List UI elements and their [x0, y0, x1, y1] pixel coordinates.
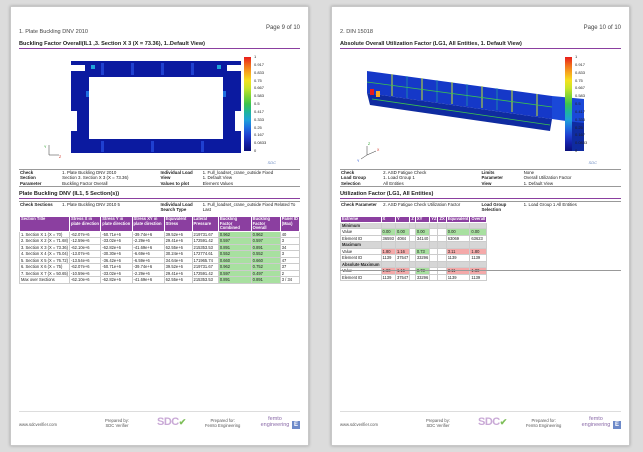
svg-text:X: X	[377, 148, 380, 152]
info-key: Section	[20, 175, 36, 181]
table-cell: 0.962	[218, 264, 251, 271]
page-footer	[19, 411, 300, 435]
table-cell: 33296	[416, 255, 429, 261]
legend-color-bar	[244, 57, 251, 151]
table-cell: 0.891	[251, 244, 280, 251]
color-legend	[565, 54, 595, 159]
table-cell: 3	[280, 251, 299, 258]
table-cell: 37547	[396, 274, 409, 280]
table-cell: -41.69e+6	[132, 244, 164, 251]
legend-tick-label: 0.25	[254, 124, 262, 130]
table-cell: -62.10e+6	[70, 277, 101, 284]
column-header: Buckling Factor Overall	[251, 217, 280, 232]
table-cell: 1.80	[381, 248, 395, 255]
legend-tick-label: 0.5	[575, 101, 581, 106]
table-cell: 171965.74	[192, 257, 218, 264]
color-legend	[244, 54, 274, 159]
legend-tick-label: 0.667	[575, 85, 586, 91]
table-cell: 40	[280, 231, 299, 238]
table-cell: -39.74e+6	[132, 264, 164, 271]
table-cell: 0.73	[415, 268, 429, 275]
table-cell: -10.59e+6	[70, 270, 101, 277]
table-cell: -13.54e+6	[70, 257, 101, 264]
table-cell: 1139	[381, 255, 395, 262]
prepared-by: Prepared by: SDC Verifier	[426, 418, 450, 428]
table-cell: 0.497	[251, 270, 280, 277]
table-cell: 47	[280, 257, 299, 264]
table-cell: -41.69e+6	[132, 277, 164, 284]
document-title: 2. DIN 15018	[340, 29, 373, 35]
table-cell	[430, 274, 438, 281]
table-cell: 0.752	[251, 264, 280, 271]
info-value: 1. Default View	[202, 175, 233, 181]
table-cell: 30.24e+6	[164, 251, 192, 258]
check-info	[340, 169, 621, 187]
table-cell: 4084	[395, 235, 409, 242]
info-value: 1. Full_loadset_crane_outside Fixed	[202, 170, 274, 175]
table-cell: Value	[341, 229, 382, 236]
legend-tick-label: 0	[575, 148, 578, 153]
table-cell: 0.00	[415, 229, 429, 236]
info-value: 2. ASD Fatigue Check Utilization Factor	[383, 202, 461, 207]
column-header: Buckling Factor Combined	[218, 217, 251, 232]
table-cell: 0.962	[218, 231, 251, 238]
prepared-by: Prepared by: SDC Verifier	[105, 418, 129, 428]
table-cell: Minimum	[341, 222, 382, 229]
table-cell: 3	[280, 238, 299, 245]
table-cell: 0.891	[218, 277, 251, 284]
table-cell: 2	[280, 270, 299, 277]
column-header: Stress Y in plate direction	[101, 217, 132, 232]
info-value: Section 3. Section X 3 (X = 73.36)	[62, 175, 129, 181]
column-header: YZ	[431, 216, 437, 221]
legend-tick-label: 0.583	[575, 93, 586, 99]
legend-tick-label: 0.75	[254, 77, 262, 83]
legend-tick-label: 0.417	[254, 108, 265, 114]
table-cell: 37	[280, 264, 299, 271]
column-header: Section Title	[20, 217, 70, 232]
legend-tick-label: 0.0833	[575, 140, 588, 146]
check-info	[19, 169, 300, 187]
results-table	[19, 216, 300, 284]
table-cell: Maximum	[341, 242, 382, 249]
table-cell: 0.73	[415, 248, 429, 255]
info-value: None	[523, 170, 535, 175]
table-cell: 0.962	[251, 231, 280, 238]
brand-tag: SDC	[267, 160, 276, 165]
table-cell: 0.00	[446, 229, 470, 236]
info-key: Parameter	[20, 180, 42, 186]
footer-url[interactable]: www.sdcverifier.com	[340, 422, 378, 427]
table-cell: 0.660	[218, 257, 251, 264]
sdc-logo: SDC✔	[157, 416, 186, 428]
info-key: Individual Load	[160, 170, 193, 175]
table-cell: 0.597	[218, 238, 251, 245]
table-cell: 1.80	[381, 268, 395, 275]
table-cell: 0.00	[395, 229, 409, 236]
column-header: XY	[415, 217, 429, 223]
table-cell: 3 / 34	[280, 277, 299, 284]
table-cell: 0.660	[251, 257, 280, 264]
column-header: Extreme	[341, 217, 382, 223]
column-header: X	[381, 217, 395, 223]
legend-tick-label: 0.583	[254, 93, 265, 99]
legend-tick-label: 0.333	[575, 116, 586, 122]
table-cell: 37547	[396, 255, 409, 261]
table-cell: -2.29e+6	[132, 270, 164, 277]
table-cell: 33296	[416, 274, 429, 280]
table-cell: 1139	[470, 255, 487, 262]
table-cell: -30.30e+6	[101, 251, 132, 258]
legend-tick-label: 0.667	[254, 85, 265, 91]
column-header: Y	[395, 217, 409, 223]
table-cell: 1.80	[470, 248, 487, 255]
table-cell: 215353.53	[192, 277, 218, 284]
info-value: 1. Plate Buckling DNV 2010 5	[62, 202, 120, 207]
info-key: Load Group Selection	[481, 202, 507, 213]
info-key: Selection	[341, 180, 361, 186]
page-number: Page 10 of 10	[583, 25, 621, 31]
table-cell: -62.82e+6	[101, 244, 132, 251]
info-value: 1. Load Group 1 All Entities	[523, 202, 577, 207]
table-cell: 34.64e+6	[164, 257, 192, 264]
table-cell: 172591.42	[192, 238, 218, 245]
table-cell: -62.07e+6	[70, 231, 101, 238]
info-row	[340, 181, 621, 186]
table-cell: 7. Section X 7 (X = 50.65)	[21, 270, 68, 276]
table-cell: -62.82e+6	[101, 277, 132, 284]
page-footer	[340, 411, 621, 435]
table-divider	[340, 270, 621, 271]
report-page-10	[331, 6, 630, 446]
femto-logo: femto engineering E	[260, 416, 298, 428]
table-cell: 4. Section X 4 (X = 75.04)	[21, 251, 68, 257]
column-header: Equivalent Stress	[164, 217, 192, 232]
prepared-for: Prepared for: Femto Engineering	[526, 418, 562, 428]
table-cell: 219731.67	[192, 231, 218, 238]
info-value: 1. Full_loadset_crane_outside Fixed Related To Last	[202, 202, 296, 213]
table-cell: -62.10e+6	[70, 244, 101, 251]
table-cell: -13.07e+6	[70, 251, 101, 258]
table-cell: 1139	[446, 255, 470, 262]
info-value: 1. Default View	[523, 180, 554, 186]
info-key: View	[160, 175, 171, 181]
table-cell	[438, 274, 446, 281]
table-cell: 34140	[416, 235, 429, 241]
table-cell: 0.597	[218, 270, 251, 277]
legend-tick-label: 0.917	[575, 61, 586, 67]
legend-tick-label: 0.917	[254, 61, 265, 67]
table-cell: 1139	[446, 274, 470, 281]
info-key: Load Group	[341, 175, 366, 181]
table-cell: 1139	[470, 274, 487, 281]
table-row	[341, 274, 487, 281]
table-cell: 29.41e+6	[164, 270, 192, 277]
table-cell: 39.52e+6	[164, 231, 192, 238]
info-value: Overall Utilization Factor	[523, 175, 572, 181]
document-title: 1. Plate Buckling DNV 2010	[19, 29, 89, 35]
table-cell: 3. Section X 3 (X = 73.36)	[21, 244, 68, 250]
column-header: ZX	[439, 216, 445, 221]
legend-tick-label: 0.0833	[254, 140, 267, 146]
plot-image	[352, 51, 607, 165]
legend-tick-label: 1	[575, 54, 578, 59]
info-key: Parameter	[481, 175, 503, 181]
info-key: Values to plot	[160, 180, 190, 186]
svg-text:Z: Z	[368, 142, 371, 146]
table-cell: 36593	[382, 235, 394, 241]
table-cell: Absolute Maximum	[342, 261, 380, 267]
column-header: Stress X in plate direction	[70, 217, 101, 232]
table-cell: 1.16	[395, 268, 409, 275]
table-cell: 5. Section X 5 (X = 76.72)	[21, 257, 68, 263]
table-cell: Element ID	[341, 274, 382, 281]
legend-tick-label: 0.833	[575, 69, 586, 75]
table-cell: 215353.53	[192, 244, 218, 251]
table-cell: 63623	[470, 235, 487, 242]
table-cell: 1.80	[470, 268, 487, 275]
section-title-2: Utilization Factor (LG1, All Entities)	[340, 191, 621, 199]
table-cell: 39.52e+6	[164, 264, 192, 271]
column-header: Lateral Pressure	[192, 217, 218, 232]
table-cell: -50.71e+6	[101, 231, 132, 238]
column-header: Panel ID (Max)	[280, 217, 299, 232]
table-cell: 62.55e+6	[164, 277, 192, 284]
table-cell: -50.71e+6	[101, 264, 132, 271]
table-cell: 1.16	[395, 248, 409, 255]
table-cell: -62.07e+6	[70, 264, 101, 271]
column-header: Stress XY in plate direction	[132, 217, 164, 232]
info-key: View	[481, 180, 492, 186]
table-cell: 0.891	[218, 244, 251, 251]
table-cell: -36.42e+6	[101, 257, 132, 264]
table-cell: 0.00	[381, 229, 395, 236]
info-key: Individual Load Search Type	[160, 202, 193, 213]
section-title: Absolute Overall Utilization Factor (LG1, All Entities, 1. Default View)	[340, 41, 621, 49]
footer-url[interactable]: www.sdcverifier.com	[19, 422, 57, 427]
table-cell: -39.74e+6	[132, 231, 164, 238]
table-cell: 0.00	[470, 229, 487, 236]
info-key: Check Parameter	[341, 202, 377, 207]
info-value: 2. ASD Fatigue Check	[383, 170, 427, 175]
info-key: Check	[341, 170, 355, 175]
table-cell: -6.69e+6	[132, 251, 164, 258]
info-value: 1. Plate Buckling DNV 2010	[62, 170, 117, 175]
info-key: Check	[20, 170, 34, 175]
table-cell: 62.55e+6	[164, 244, 192, 251]
column-header: Overall	[471, 216, 486, 221]
legend-tick-label: 0	[254, 148, 257, 153]
legend-tick-label: 1	[254, 54, 257, 59]
plot-image	[31, 51, 286, 165]
table-cell: 3.11	[446, 268, 470, 275]
table-header-row	[20, 217, 300, 232]
info-value: Buckling Factor Overall	[62, 180, 108, 186]
legend-tick-label: 0.167	[575, 132, 586, 138]
svg-text:Z: Z	[59, 155, 62, 159]
legend-tick-label: 0.333	[254, 116, 265, 122]
table-cell: 3.11	[446, 248, 470, 255]
section-title-2: Plate Buckling DNV (IL1, 5 Section(s))	[19, 191, 300, 199]
table-cell: -2.29e+6	[132, 238, 164, 245]
results-table	[340, 216, 487, 281]
info-key: Check Sections	[20, 202, 53, 207]
info-row	[340, 202, 621, 213]
table-cell: 1139	[381, 274, 395, 281]
info-row	[19, 202, 300, 213]
table-cell: -6.59e+6	[132, 257, 164, 264]
svg-text:Y: Y	[357, 159, 360, 163]
check-info-2	[340, 201, 621, 213]
info-row	[19, 181, 300, 186]
table-cell: 172774.61	[192, 251, 218, 258]
prepared-for: Prepared for: Femto Engineering	[205, 418, 241, 428]
table-cell: 0.891	[251, 277, 280, 284]
table-cell: 34	[280, 244, 299, 251]
info-key: Limits	[481, 170, 495, 175]
report-page-9	[10, 6, 309, 446]
table-cell: 2. Section X 2 (X = 71.68)	[21, 238, 68, 244]
info-value: Element Values	[202, 180, 234, 186]
column-header: Equivalent	[447, 216, 469, 221]
table-cell: -33.02e+6	[101, 270, 132, 277]
table-cell: Element ID	[341, 255, 382, 262]
table-cell: 63069	[446, 235, 470, 242]
table-cell: 0.552	[218, 251, 251, 258]
info-value: All Entities	[383, 180, 404, 186]
table-cell: 6. Section X 6 (X = 75)	[20, 264, 70, 271]
legend-color-bar	[565, 57, 572, 151]
femto-logo: femto engineering E	[581, 416, 619, 428]
legend-tick-label: 0.417	[575, 108, 586, 114]
table-cell: -33.02e+6	[101, 238, 132, 245]
legend-tick-label: 0.75	[575, 77, 583, 83]
column-header: Z	[411, 216, 414, 221]
table-cell: 0.597	[251, 238, 280, 245]
table-cell: Element ID	[341, 235, 382, 242]
table-cell: 219731.67	[192, 264, 218, 271]
table-cell: Value	[341, 248, 382, 255]
svg-text:Y: Y	[44, 145, 47, 149]
check-info-2	[19, 201, 300, 213]
table-cell: Max over Sections	[20, 277, 70, 284]
page-number: Page 9 of 10	[265, 25, 300, 31]
legend-tick-label: 0.167	[254, 132, 265, 138]
legend-tick-label: 0.25	[575, 124, 583, 130]
legend-tick-label: 0.833	[254, 69, 265, 75]
brand-tag: SDC	[588, 160, 597, 165]
legend-tick-label: 0.5	[254, 101, 260, 106]
table-cell: 1. Section X 1 (X = 70)	[20, 231, 70, 238]
section-title: Buckling Factor Overall(IL1 ,3. Section X 3 (X = 73.36), 1..Default View)	[19, 41, 300, 49]
table-cell: -12.59e+6	[70, 238, 101, 245]
table-cell: 29.41e+6	[164, 238, 192, 245]
sdc-logo: SDC✔	[478, 416, 507, 428]
table-row	[20, 277, 300, 284]
info-value: 1. Load Group 1	[383, 175, 415, 181]
table-cell: 0.552	[251, 251, 280, 258]
table-cell: 172591.42	[192, 270, 218, 277]
table-cell: Value	[341, 268, 382, 275]
